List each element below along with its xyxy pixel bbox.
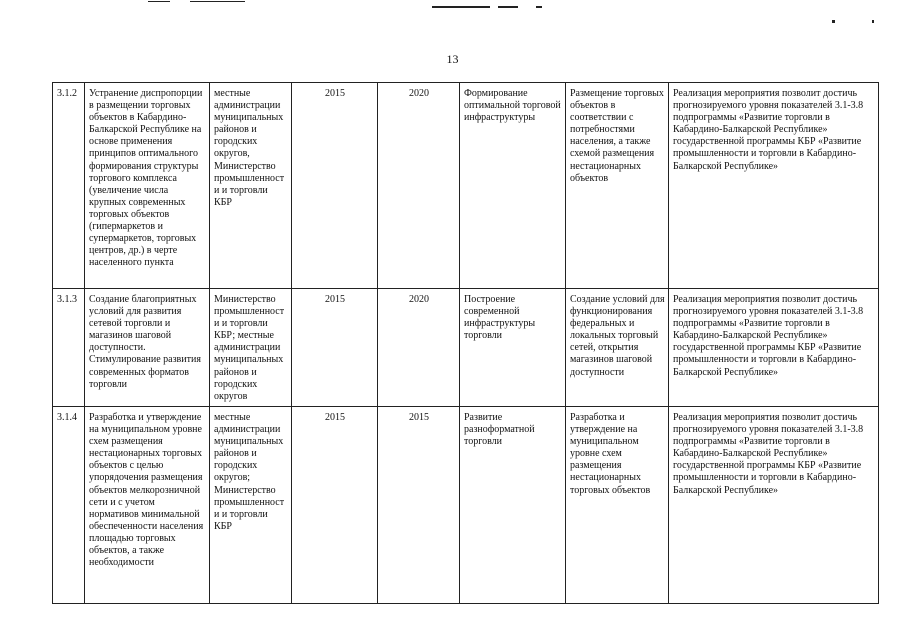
expected-result: Размещение торговых объектов в соответствии с потребностями населения, а также схемой размещения нестационарных объектов	[566, 83, 669, 289]
start-year: 2015	[292, 289, 378, 407]
end-year: 2015	[378, 407, 460, 604]
expected-result: Разработка и утверждение на муниципальном уровне схем размещения нестационарных торговых объектов	[566, 407, 669, 604]
activity-name: Устранение диспропорции в размещении торговых объектов в Кабардино-Балкарской Республике на основе применения принципов оптимального формирования структуры торгового комплекса (увеличение числа крупных современных торговых объектов (гипермаркетов и супермаркетов, торговых центров, др.) в черте населенного пункта	[85, 83, 210, 289]
page-number: 13	[446, 52, 459, 66]
row-number: 3.1.2	[53, 83, 85, 289]
scan-artifact-line	[432, 6, 490, 8]
direction: Развитие разноформатной торговли	[460, 407, 566, 604]
scan-artifact-line	[498, 6, 518, 8]
activities-table	[52, 82, 879, 604]
direction: Построение современной инфраструктуры торговли	[460, 289, 566, 407]
table-row	[53, 407, 879, 604]
start-year: 2015	[292, 407, 378, 604]
end-year: 2020	[378, 289, 460, 407]
table-row	[53, 83, 879, 289]
expected-result: Создание условий для функционирования федеральных и локальных торговый сетей, открытия магазинов шаговой доступности	[566, 289, 669, 407]
end-year: 2020	[378, 83, 460, 289]
indicator-relation: Реализация мероприятия позволит достичь прогнозируемого уровня показателей 3.1-3.8 подпрограммы «Развитие торговли в Кабардино-Балкарской Республике» государственной программы КБР «Развитие промышленности и торговли в Кабардино-Балкарской Республике»	[669, 83, 879, 289]
scan-artifact-dot	[872, 20, 874, 23]
scan-artifact-line	[148, 1, 170, 2]
direction: Формирование оптимальной торговой инфраструктуры	[460, 83, 566, 289]
row-number: 3.1.3	[53, 289, 85, 407]
executor: местные администрации муниципальных районов и городских округов, Министерство промышленности и торговли КБР	[210, 83, 292, 289]
start-year: 2015	[292, 83, 378, 289]
indicator-relation: Реализация мероприятия позволит достичь прогнозируемого уровня показателей 3.1-3.8 подпрограммы «Развитие торговли в Кабардино-Балкарской Республике» государственной программы КБР «Развитие промышленности и торговли в Кабардино-Балкарской Республике»	[669, 407, 879, 604]
executor: местные администрации муниципальных районов и городских округов; Министерство промышленности и торговли КБР	[210, 407, 292, 604]
indicator-relation: Реализация мероприятия позволит достичь прогнозируемого уровня показателей 3.1-3.8 подпрограммы «Развитие торговли в Кабардино-Балкарской Республике» государственной программы КБР «Развитие промышленности и торговли в Кабардино-Балкарской Республике»	[669, 289, 879, 407]
row-number: 3.1.4	[53, 407, 85, 604]
table-row	[53, 289, 879, 407]
scan-artifact-line	[536, 6, 542, 8]
activity-name: Создание благоприятных условий для развития сетевой торговли и магазинов шаговой доступности. Стимулирование развития современных форматов торговли	[85, 289, 210, 407]
activity-name: Разработка и утверждение на муниципальном уровне схем размещения нестационарных торговых объектов с целью упорядочения размещения объектов мелкорозничной сети и с учетом нормативов минимальной обеспеченности населения площадью торговых объектов, а также необходимости	[85, 407, 210, 604]
executor: Министерство промышленности и торговли КБР; местные администрации муниципальных районов и городских округов	[210, 289, 292, 407]
scan-artifact-line	[190, 1, 245, 2]
scan-artifact-dot	[832, 20, 835, 23]
